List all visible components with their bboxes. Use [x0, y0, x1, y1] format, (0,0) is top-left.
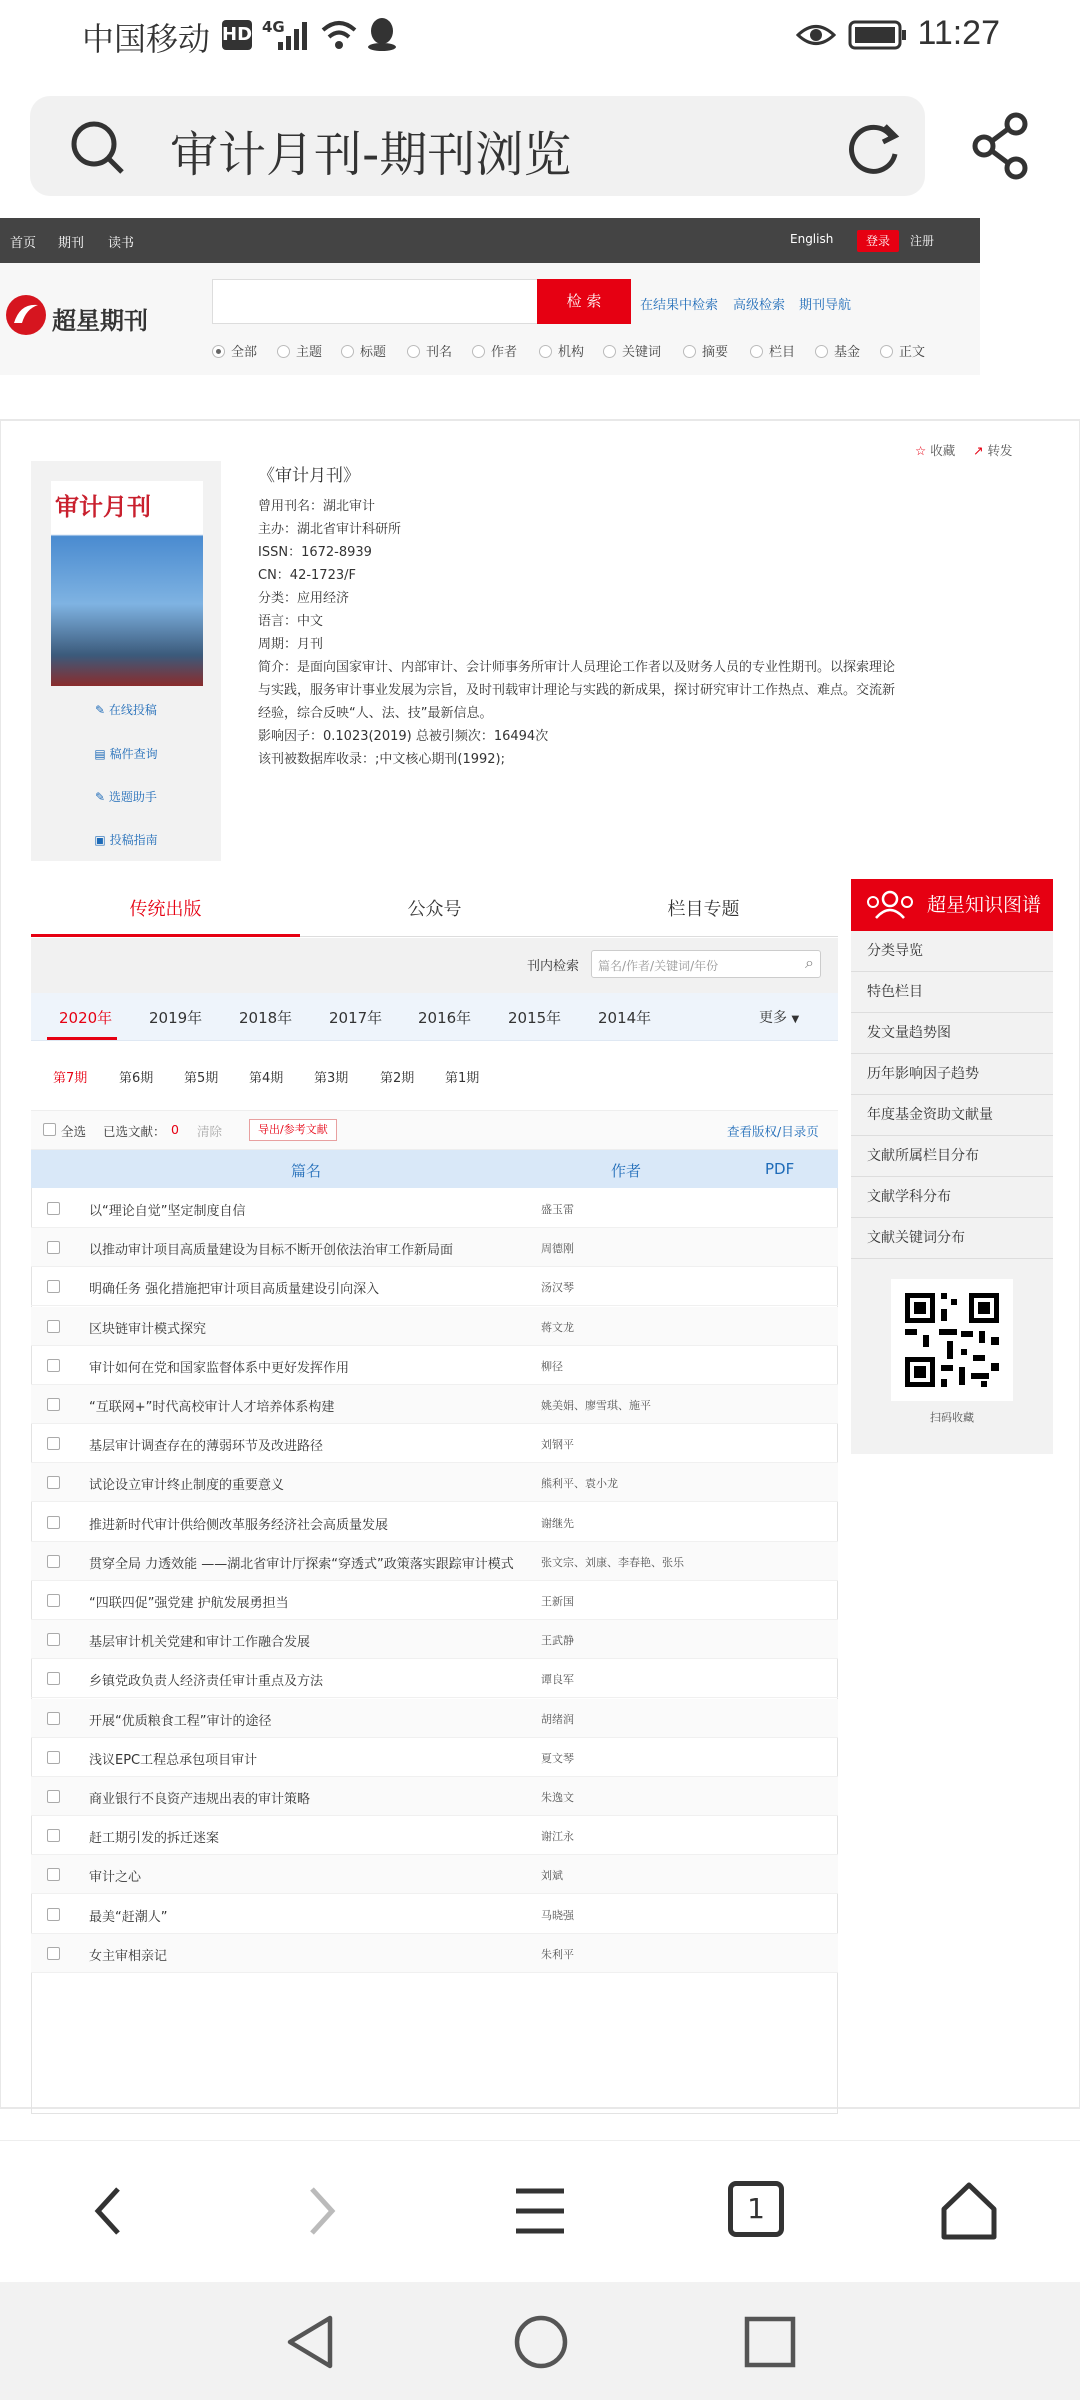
active-tab-indicator	[31, 934, 300, 937]
inner-search-placeholder: 篇名/作者/关键词/年份	[598, 959, 719, 973]
journal-nav-link[interactable]: 期刊导航	[799, 298, 852, 313]
language: 语言：中文	[258, 614, 324, 629]
system-nav-bar	[0, 2282, 1080, 2400]
radio-icon	[341, 345, 354, 358]
journal-title: 《审计月刊》	[258, 466, 360, 486]
web-page	[0, 218, 1080, 2140]
article-author[interactable]: 盛玉雷	[541, 1203, 574, 1216]
article-title-link[interactable]: 基层审计机关党建和审计工作融合发展	[89, 1635, 311, 1651]
address-bar[interactable]	[30, 96, 925, 196]
radio-icon	[407, 345, 420, 358]
row-checkbox[interactable]	[47, 1280, 60, 1293]
caret-down-icon: ▼	[791, 1014, 800, 1025]
nav-recents-icon[interactable]	[742, 2314, 798, 2370]
radio-label: 基金	[834, 345, 861, 360]
browser-toolbar	[0, 2140, 1080, 2280]
radio-keyword[interactable]	[603, 341, 661, 360]
topic-assistant-link[interactable]	[31, 788, 221, 805]
journal-cover-image[interactable]	[51, 481, 203, 686]
row-checkbox[interactable]	[47, 1241, 60, 1254]
publication-tabs	[31, 877, 838, 937]
search-icon	[68, 118, 128, 178]
row-checkbox[interactable]	[47, 1516, 60, 1529]
radio-label: 全部	[231, 345, 258, 360]
row-checkbox[interactable]	[47, 1437, 60, 1450]
active-year-indicator	[47, 1037, 117, 1040]
article-title-link[interactable]: 审计之心	[89, 1870, 142, 1886]
tab-column-topic[interactable]: 栏目专题	[667, 899, 740, 920]
cover-title: 审计月刊	[55, 492, 151, 521]
submission-guide-link[interactable]	[31, 831, 221, 848]
article-title-link[interactable]: 推进新时代审计供给侧改革服务经济社会高质量发展	[89, 1517, 389, 1533]
link-label: 稿件查询	[109, 747, 158, 761]
article-title-link[interactable]: 商业银行不良资产违规出表的审计策略	[89, 1792, 311, 1807]
year-2018[interactable]: 2018年	[239, 1009, 293, 1027]
row-checkbox[interactable]	[47, 1947, 60, 1960]
clear-button[interactable]: 清除	[197, 1124, 223, 1139]
row-checkbox[interactable]	[47, 1202, 60, 1215]
journal-side-column	[31, 461, 221, 861]
col-pdf: PDF	[765, 1160, 795, 1178]
favorite-button[interactable]	[915, 441, 955, 459]
radio-label: 刊名	[426, 345, 453, 360]
inner-search-label: 刊内检索	[527, 959, 580, 974]
knowledge-graph-title: 超星知识图谱	[927, 894, 1042, 916]
nav-home[interactable]: 首页	[10, 236, 37, 251]
nav-back-icon[interactable]	[282, 2312, 338, 2372]
issue-5[interactable]: 第5期	[184, 1071, 219, 1086]
inner-search-input[interactable]	[591, 950, 821, 978]
table-row[interactable]	[31, 1385, 838, 1424]
row-checkbox[interactable]	[47, 1555, 60, 1568]
radio-journal-name[interactable]	[407, 341, 452, 360]
forward-icon[interactable]	[302, 2183, 342, 2239]
row-checkbox[interactable]	[47, 1594, 60, 1607]
issue-selector	[31, 1041, 838, 1109]
view-rights-link[interactable]: 查看版权/目录页	[727, 1124, 819, 1139]
issue-3[interactable]: 第3期	[314, 1071, 349, 1086]
wifi-icon	[320, 18, 358, 52]
table-row[interactable]	[31, 1738, 838, 1777]
radio-icon	[750, 345, 763, 358]
table-row[interactable]	[31, 1620, 838, 1659]
article-author[interactable]: 柳径	[541, 1359, 563, 1373]
star-icon: ☆	[915, 443, 927, 458]
article-title-link[interactable]: 区块链审计模式探究	[89, 1321, 207, 1337]
issn: ISSN：1672-8939	[258, 545, 372, 560]
link-label: 投稿指南	[109, 833, 158, 847]
year-2019[interactable]: 2019年	[149, 1009, 203, 1027]
article-author[interactable]: 王新国	[541, 1595, 574, 1608]
category: 分类：应用经济	[258, 591, 350, 606]
chaoxing-logo-icon	[4, 293, 48, 337]
article-author[interactable]: 张文宗、刘康、李春艳、张乐	[541, 1555, 684, 1569]
table-row[interactable]	[31, 1659, 838, 1698]
logo-text: 超星期刊	[52, 307, 148, 335]
signal-icon	[276, 20, 312, 52]
intro-line-1: 简介：是面向国家审计、内部审计、会计师事务所审计人员理论工作者以及财务人员的专业性期刊。以探索理论	[258, 660, 896, 675]
intro-line-2: 与实践，服务审计事业发展为宗旨，及时刊载审计理论与实践的新成果，探讨研究审计工作热点、难点。交流新	[258, 683, 896, 698]
nav-books[interactable]: 读书	[108, 236, 135, 251]
edit-icon: ✎	[95, 790, 109, 804]
year-2016[interactable]: 2016年	[418, 1009, 472, 1027]
table-row[interactable]	[31, 1816, 838, 1855]
english-link[interactable]: English	[790, 232, 834, 246]
article-title-link[interactable]: “四联四促”强党建 护航发展勇担当	[89, 1596, 289, 1611]
sponsor: 主办：湖北省审计科研所	[258, 522, 402, 537]
more-years-dropdown[interactable]	[759, 1007, 799, 1027]
table-row[interactable]	[31, 1934, 838, 1973]
article-author[interactable]: 蒋文龙	[541, 1320, 574, 1334]
table-header	[31, 1150, 838, 1188]
forward-button[interactable]	[973, 441, 1012, 459]
article-title-link[interactable]: 赶工期引发的拆迁迷案	[89, 1831, 220, 1847]
tab-traditional[interactable]: 传统出版	[129, 899, 202, 920]
article-author[interactable]: 周德刚	[541, 1242, 574, 1256]
nav-journals[interactable]: 期刊	[58, 236, 85, 251]
register-link[interactable]: 注册	[910, 234, 935, 248]
table-row[interactable]	[31, 1699, 838, 1738]
radio-fulltext[interactable]	[880, 341, 925, 360]
knowledge-graph-panel	[851, 879, 1053, 1454]
year-2014[interactable]: 2014年	[598, 1009, 652, 1027]
row-checkbox[interactable]	[47, 1712, 60, 1725]
former-name: 曾用刊名：湖北审计	[258, 499, 376, 514]
article-author[interactable]: 刘斌	[541, 1869, 563, 1883]
table-row[interactable]	[31, 1189, 838, 1228]
network-type-label: 4G	[262, 18, 285, 36]
radio-icon	[539, 345, 552, 358]
users-icon	[863, 890, 917, 920]
row-checkbox[interactable]	[47, 1672, 60, 1685]
share-icon[interactable]	[968, 110, 1034, 180]
radio-icon	[683, 345, 696, 358]
refresh-icon[interactable]	[845, 118, 905, 178]
col-title: 篇名	[291, 1162, 322, 1180]
row-checkbox[interactable]	[47, 1790, 60, 1803]
radio-label: 正文	[899, 345, 926, 360]
row-checkbox[interactable]	[47, 1868, 60, 1881]
journal-main	[0, 419, 1080, 2109]
carrier-label: 中国移动	[82, 20, 211, 58]
selected-label: 已选文献：	[103, 1124, 166, 1139]
table-row[interactable]	[31, 1542, 838, 1581]
knowledge-graph-item[interactable]: 发文量趋势图	[851, 1013, 1053, 1054]
article-title-link[interactable]: 以“理论自觉”坚定制度自信	[89, 1204, 246, 1219]
radio-fund[interactable]	[815, 341, 860, 360]
guide-icon: ▣	[94, 833, 110, 847]
table-row[interactable]	[31, 1228, 838, 1267]
radio-author[interactable]	[472, 341, 517, 360]
table-row[interactable]	[31, 1581, 838, 1620]
selected-count: 0	[171, 1122, 179, 1137]
inner-search-bar	[31, 938, 838, 993]
radio-icon	[212, 345, 225, 358]
article-author[interactable]: 朱利平	[541, 1947, 574, 1961]
radio-column[interactable]	[750, 341, 795, 360]
knowledge-graph-item[interactable]: 特色栏目	[851, 972, 1053, 1013]
export-button[interactable]: 导出/参考文献	[249, 1119, 337, 1141]
search-button[interactable]: 检 索	[537, 279, 631, 324]
article-title-link[interactable]: 贯穿全局 力透效能 ——湖北省审计厅探索“穿透式”政策落实跟踪审计模式	[89, 1556, 514, 1572]
article-author[interactable]: 熊利平、袁小龙	[541, 1477, 618, 1491]
article-title-link[interactable]: 审计如何在党和国家监督体系中更好发挥作用	[89, 1360, 350, 1376]
search-input[interactable]	[212, 279, 538, 324]
forward-icon: ↗	[973, 443, 984, 458]
knowledge-graph-item[interactable]: 文献学科分布	[851, 1177, 1053, 1218]
knowledge-graph-header[interactable]	[851, 879, 1053, 931]
issue-4[interactable]: 第4期	[249, 1071, 284, 1086]
article-title-link[interactable]: “互联网+”时代高校审计人才培养体系构建	[89, 1400, 335, 1415]
radio-title[interactable]	[341, 341, 386, 360]
link-label: 在线投稿	[108, 703, 157, 717]
radio-label: 主题	[296, 345, 323, 360]
search-icon[interactable]: ⌕	[805, 953, 814, 972]
table-row[interactable]	[31, 1895, 838, 1934]
tab-count: 1	[747, 2192, 765, 2225]
year-2020[interactable]: 2020年	[59, 1009, 113, 1027]
intro-line-3: 经验，综合反映“人、法、技”最新信息。	[258, 706, 493, 721]
row-checkbox[interactable]	[47, 1359, 60, 1372]
select-all-label: 全选	[61, 1124, 87, 1139]
article-author[interactable]: 马晓强	[541, 1908, 574, 1922]
login-button[interactable]: 登录	[857, 230, 899, 252]
table-row[interactable]	[31, 1463, 838, 1502]
back-icon[interactable]	[88, 2183, 128, 2239]
site-top-nav	[0, 218, 980, 263]
table-row[interactable]	[31, 1267, 838, 1306]
issue-1[interactable]: 第1期	[445, 1071, 480, 1086]
article-author[interactable]: 谢继先	[541, 1516, 574, 1530]
col-author: 作者	[611, 1162, 642, 1180]
radio-label: 标题	[360, 345, 387, 360]
article-title-link[interactable]: 以推动审计项目高质量建设为目标不断开创依法治审工作新局面	[89, 1243, 454, 1259]
year-2017[interactable]: 2017年	[329, 1009, 383, 1027]
radio-icon	[603, 345, 616, 358]
article-author[interactable]: 谢江永	[541, 1830, 574, 1844]
indexed-in: 该刊被数据库收录：;中文核心期刊(1992);	[258, 752, 505, 767]
article-title-link[interactable]: 乡镇党政负责人经济责任审计重点及方法	[89, 1674, 324, 1690]
radio-label: 摘要	[702, 345, 729, 360]
search-in-results-link[interactable]: 在结果中检索	[640, 298, 719, 313]
row-checkbox[interactable]	[47, 1633, 60, 1646]
article-title-link[interactable]: 明确任务 强化措施把审计项目高质量建设引向深入	[89, 1282, 380, 1298]
link-label: 选题助手	[108, 790, 157, 804]
article-author[interactable]: 夏文琴	[541, 1751, 574, 1765]
row-checkbox[interactable]	[47, 1398, 60, 1411]
advanced-search-link[interactable]: 高级检索	[733, 298, 786, 313]
radio-icon	[815, 345, 828, 358]
forward-label: 转发	[987, 443, 1013, 458]
row-checkbox[interactable]	[47, 1320, 60, 1333]
article-title-link[interactable]: 试论设立审计终止制度的重要意义	[89, 1478, 285, 1494]
more-label: 更多	[759, 1010, 787, 1026]
radio-institution[interactable]	[539, 341, 584, 360]
article-title-link[interactable]: 浅议EPC工程总承包项目审计	[89, 1752, 258, 1768]
table-row[interactable]	[31, 1855, 838, 1894]
home-icon[interactable]	[938, 2179, 1000, 2243]
article-author[interactable]: 刘钢平	[541, 1438, 574, 1452]
article-title-link[interactable]: 基层审计调查存在的薄弱环节及改进路径	[89, 1439, 324, 1455]
article-toolbar	[31, 1110, 838, 1150]
row-checkbox[interactable]	[47, 1476, 60, 1489]
radio-icon	[880, 345, 893, 358]
radio-topic[interactable]	[277, 341, 322, 360]
radio-icon	[472, 345, 485, 358]
row-checkbox[interactable]	[47, 1751, 60, 1764]
article-author[interactable]: 姚美娟、廖雪琪、施平	[541, 1399, 651, 1412]
radio-label: 作者	[491, 345, 518, 360]
issue-7[interactable]: 第7期	[53, 1071, 88, 1086]
eye-icon	[796, 20, 836, 50]
article-author[interactable]: 胡绪润	[541, 1712, 574, 1726]
table-row[interactable]	[31, 1777, 838, 1816]
online-submission-link[interactable]	[31, 701, 221, 718]
radio-label: 机构	[558, 345, 585, 360]
qr-label: 扫码收藏	[930, 1411, 974, 1424]
radio-icon	[277, 345, 290, 358]
knowledge-graph-item[interactable]: 文献所属栏目分布	[851, 1136, 1053, 1177]
impact-factor: 影响因子：0.1023(2019) 总被引频次：16494次	[258, 729, 549, 744]
document-icon: ▤	[94, 747, 110, 761]
menu-icon[interactable]	[512, 2185, 568, 2237]
article-title-link[interactable]: 女主审相亲记	[89, 1948, 168, 1964]
article-author[interactable]: 王武静	[541, 1634, 574, 1648]
status-bar	[0, 0, 1080, 75]
issue-2[interactable]: 第2期	[380, 1071, 415, 1086]
issue-6[interactable]: 第6期	[119, 1071, 154, 1086]
page-title: 审计月刊-期刊浏览	[170, 127, 572, 183]
table-row[interactable]	[31, 1424, 838, 1463]
hd-badge: HD	[222, 20, 252, 50]
knowledge-graph-item[interactable]: 历年影响因子趋势	[851, 1054, 1053, 1095]
submit-icon: ✎	[95, 703, 109, 717]
search-zone	[0, 263, 980, 375]
article-author[interactable]: 汤汉琴	[541, 1281, 574, 1295]
radio-all[interactable]	[212, 341, 257, 360]
row-checkbox[interactable]	[47, 1908, 60, 1921]
qr-code-image	[891, 1279, 1013, 1401]
knowledge-graph-item[interactable]: 分类导览	[851, 931, 1053, 972]
clock: 11:27	[917, 14, 1000, 52]
favorite-label: 收藏	[930, 443, 956, 458]
knowledge-graph-item[interactable]: 文献关键词分布	[851, 1218, 1053, 1259]
table-row[interactable]	[31, 1503, 838, 1542]
battery-icon	[848, 20, 908, 50]
nav-home-icon[interactable]	[511, 2312, 571, 2372]
tabs-button[interactable]	[728, 2181, 784, 2237]
qq-icon	[366, 16, 398, 52]
year-2015[interactable]: 2015年	[508, 1009, 562, 1027]
tab-wechat[interactable]: 公众号	[407, 899, 462, 920]
period: 周期：月刊	[258, 637, 324, 652]
row-checkbox[interactable]	[47, 1829, 60, 1842]
year-selector	[31, 993, 838, 1041]
article-title-link[interactable]: 开展“优质粮食工程”审计的途径	[89, 1713, 272, 1729]
select-all-checkbox[interactable]	[43, 1123, 56, 1136]
radio-label: 栏目	[769, 345, 796, 360]
manuscript-query-link[interactable]	[31, 745, 221, 762]
table-row[interactable]	[31, 1346, 838, 1385]
knowledge-graph-item[interactable]: 年度基金资助文献量	[851, 1095, 1053, 1136]
radio-label: 关键词	[622, 345, 662, 360]
cn: CN：42-1723/F	[258, 568, 356, 583]
article-author[interactable]: 朱逸文	[541, 1791, 574, 1804]
article-author[interactable]: 谭良军	[541, 1673, 574, 1687]
article-title-link[interactable]: 最美“赶潮人”	[89, 1909, 168, 1925]
radio-abstract[interactable]	[683, 341, 728, 360]
table-row[interactable]	[31, 1307, 838, 1346]
